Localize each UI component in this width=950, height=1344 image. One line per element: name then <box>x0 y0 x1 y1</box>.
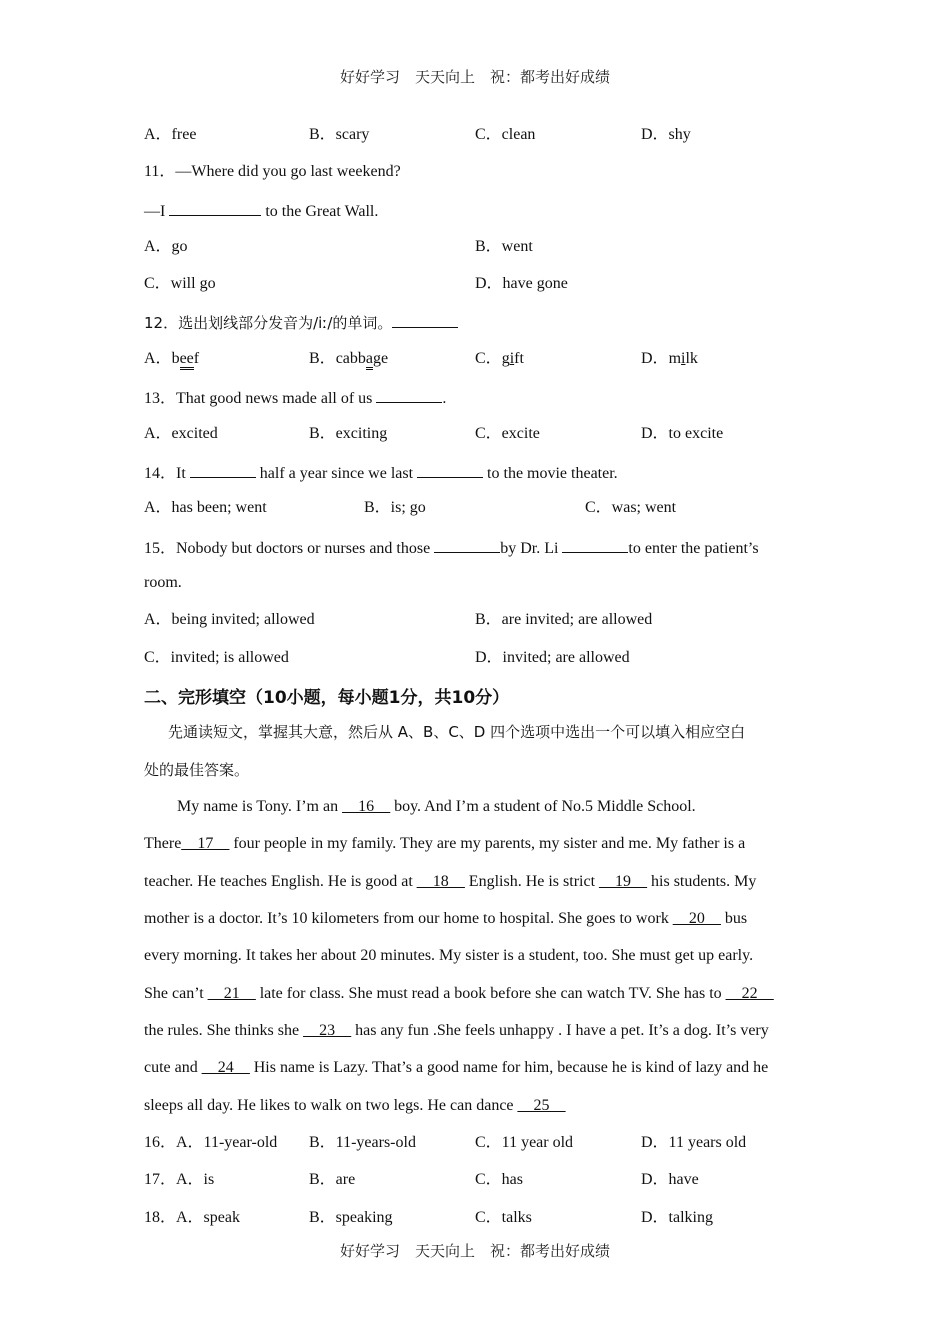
q18-option-b: B．speaking <box>309 1209 393 1226</box>
q17-option-d: D．have <box>641 1171 699 1188</box>
q12-option-c <box>475 349 524 369</box>
q16-option-a: 16．A．11-year-old <box>144 1134 278 1151</box>
q18-option-a: 18．A．speak <box>144 1209 240 1226</box>
passage-text: late for class. She must read a book before she can watch TV. She has to <box>255 985 726 1002</box>
word-part: ge <box>373 350 389 367</box>
passage-text: sleeps all day. He likes to walk on two legs. He can dance <box>144 1097 518 1114</box>
q12-option-b <box>309 349 388 369</box>
passage-text: She can’t <box>144 985 208 1002</box>
q14-option-a: A．has been; went <box>144 499 267 516</box>
q11-option-d: D．have gone <box>475 275 568 292</box>
q18-option-c: C．talks <box>475 1209 532 1226</box>
cloze-blank: __19__ <box>599 873 648 890</box>
q17-option-c: C．has <box>475 1171 524 1188</box>
word-part: cabb <box>335 350 366 367</box>
answer-blank <box>376 386 442 403</box>
passage-line <box>144 872 756 892</box>
q14-text: to the movie theater. <box>483 465 618 482</box>
cloze-blank: __22__ <box>725 985 774 1002</box>
q15-text: to enter the patient’s <box>628 540 759 557</box>
answer-blank <box>190 461 256 478</box>
cloze-blank: __25__ <box>517 1097 566 1114</box>
passage-text: English. He is strict <box>464 873 600 890</box>
passage-text: four people in my family. They are my parents, my sister and me. My father is a <box>229 835 746 852</box>
passage-line <box>144 834 745 854</box>
q11-option-c: C．will go <box>144 275 216 292</box>
q13-option-b: B．exciting <box>309 425 388 442</box>
q11-answer-line <box>144 199 378 222</box>
q15-text: 15．Nobody but doctors or nurses and those <box>144 540 435 557</box>
passage-text: boy. And I’m a student of No.5 Middle School. <box>390 798 696 815</box>
q15-option-b: B．are invited; are allowed <box>475 611 653 628</box>
passage-line <box>144 1021 769 1041</box>
page-header: 好好学习 天天向上 祝：都考出好成绩 <box>339 68 610 86</box>
passage-text: mother is a doctor. It’s 10 kilometers from our home to hospital. She goes to work <box>144 910 673 927</box>
q14-stem <box>144 461 618 484</box>
underlined-letters: i <box>509 350 515 367</box>
q10-option-d: D．shy <box>641 126 691 143</box>
q12-option-a <box>144 349 199 369</box>
q15-option-c: C．invited; is allowed <box>144 649 289 666</box>
q10-option-a: A．free <box>144 126 197 143</box>
q11-option-a: A．go <box>144 238 188 255</box>
option-label: A． <box>144 350 172 367</box>
q15-option-a: A．being invited; allowed <box>144 611 315 628</box>
q12-stem: 12．选出划线部分发音为/iː/的单词。 <box>144 314 393 332</box>
option-label: B． <box>309 350 336 367</box>
option-label: D． <box>641 350 669 367</box>
underlined-letters: i <box>681 350 686 367</box>
answer-blank <box>417 461 483 478</box>
q13-text-post: . <box>442 390 447 407</box>
q13-stem <box>144 386 446 409</box>
q13-option-c: C．excite <box>475 425 540 442</box>
cloze-blank: __17__ <box>181 835 230 852</box>
word-part: b <box>171 350 180 367</box>
passage-line <box>144 1058 768 1078</box>
underlined-letters: ee <box>180 350 194 370</box>
q11-text-pre: —I <box>144 203 170 220</box>
cloze-blank: __18__ <box>416 873 465 890</box>
q14-option-b: B．is; go <box>364 499 426 516</box>
passage-text: his students. My <box>647 873 757 890</box>
section-instructions: 先通读短文，掌握其大意，然后从 A、B、C、D 四个选项中选出一个可以填入相应空白 <box>168 723 746 741</box>
q15-option-d: D．invited; are allowed <box>475 649 630 666</box>
word-part: g <box>501 350 510 367</box>
word-part: m <box>668 350 682 367</box>
passage-text: His name is Lazy. That’s a good name for him, because he is kind of lazy and he <box>249 1059 769 1076</box>
q16-option-c: C．11 year old <box>475 1134 574 1151</box>
passage-text: There <box>144 835 182 852</box>
word-part: ft <box>514 350 524 367</box>
cloze-blank: __16__ <box>342 798 391 815</box>
q12-option-d <box>641 349 698 369</box>
cloze-blank: __21__ <box>207 985 256 1002</box>
answer-blank <box>169 199 261 216</box>
passage-text: the rules. She thinks she <box>144 1022 304 1039</box>
q17-option-b: B．are <box>309 1171 356 1188</box>
q11-text-post: to the Great Wall. <box>261 203 379 220</box>
q13-text-pre: 13．That good news made all of us <box>144 390 377 407</box>
word-part: f <box>193 350 200 367</box>
answer-blank <box>392 311 458 328</box>
passage-line <box>144 984 774 1004</box>
underlined-letters: a <box>366 350 373 370</box>
section-instructions-cont: 处的最佳答案。 <box>144 761 250 779</box>
passage-text: bus <box>720 910 748 927</box>
q11-option-b: B．went <box>475 238 533 255</box>
page-footer: 好好学习 天天向上 祝：都考出好成绩 <box>339 1242 610 1260</box>
cloze-blank: __23__ <box>303 1022 352 1039</box>
q16-option-d: D．11 years old <box>641 1134 747 1151</box>
q15-stem-cont: room. <box>144 574 182 591</box>
q14-text: 14．It <box>144 465 190 482</box>
cloze-blank: __24__ <box>201 1059 250 1076</box>
q14-option-c: C．was; went <box>585 499 677 516</box>
q13-option-d: D．to excite <box>641 425 724 442</box>
option-label: C． <box>475 350 502 367</box>
q18-option-d: D．talking <box>641 1209 713 1226</box>
q12-stem-line <box>144 311 458 334</box>
q10-option-b: B．scary <box>309 126 370 143</box>
q14-text: half a year since we last <box>255 465 418 482</box>
cloze-blank: __20__ <box>672 910 721 927</box>
q11-stem: 11．—Where did you go last weekend? <box>144 163 401 180</box>
q15-stem <box>144 536 759 559</box>
passage-line <box>177 797 696 817</box>
q15-text: by Dr. Li <box>500 540 563 557</box>
q10-option-c: C．clean <box>475 126 536 143</box>
q13-option-a: A．excited <box>144 425 218 442</box>
passage-text: teacher. He teaches English. He is good at <box>144 873 417 890</box>
q17-option-a: 17．A．is <box>144 1171 215 1188</box>
passage-line <box>144 1096 566 1116</box>
passage-text: has any fun .She feels unhappy . I have a pet. It’s a dog. It’s very <box>351 1022 769 1039</box>
section-title: 二、完形填空（10小题，每小题1分，共10分） <box>144 688 510 708</box>
passage-text: cute and <box>144 1059 202 1076</box>
passage-text: My name is Tony. I’m an <box>177 798 343 815</box>
word-part: lk <box>685 350 698 367</box>
passage-line: every morning. It takes her about 20 minutes. My sister is a student, too. She must get up early. <box>144 947 754 964</box>
passage-line <box>144 909 747 929</box>
answer-blank <box>562 536 628 553</box>
answer-blank <box>434 536 500 553</box>
q16-option-b: B．11-years-old <box>309 1134 416 1151</box>
